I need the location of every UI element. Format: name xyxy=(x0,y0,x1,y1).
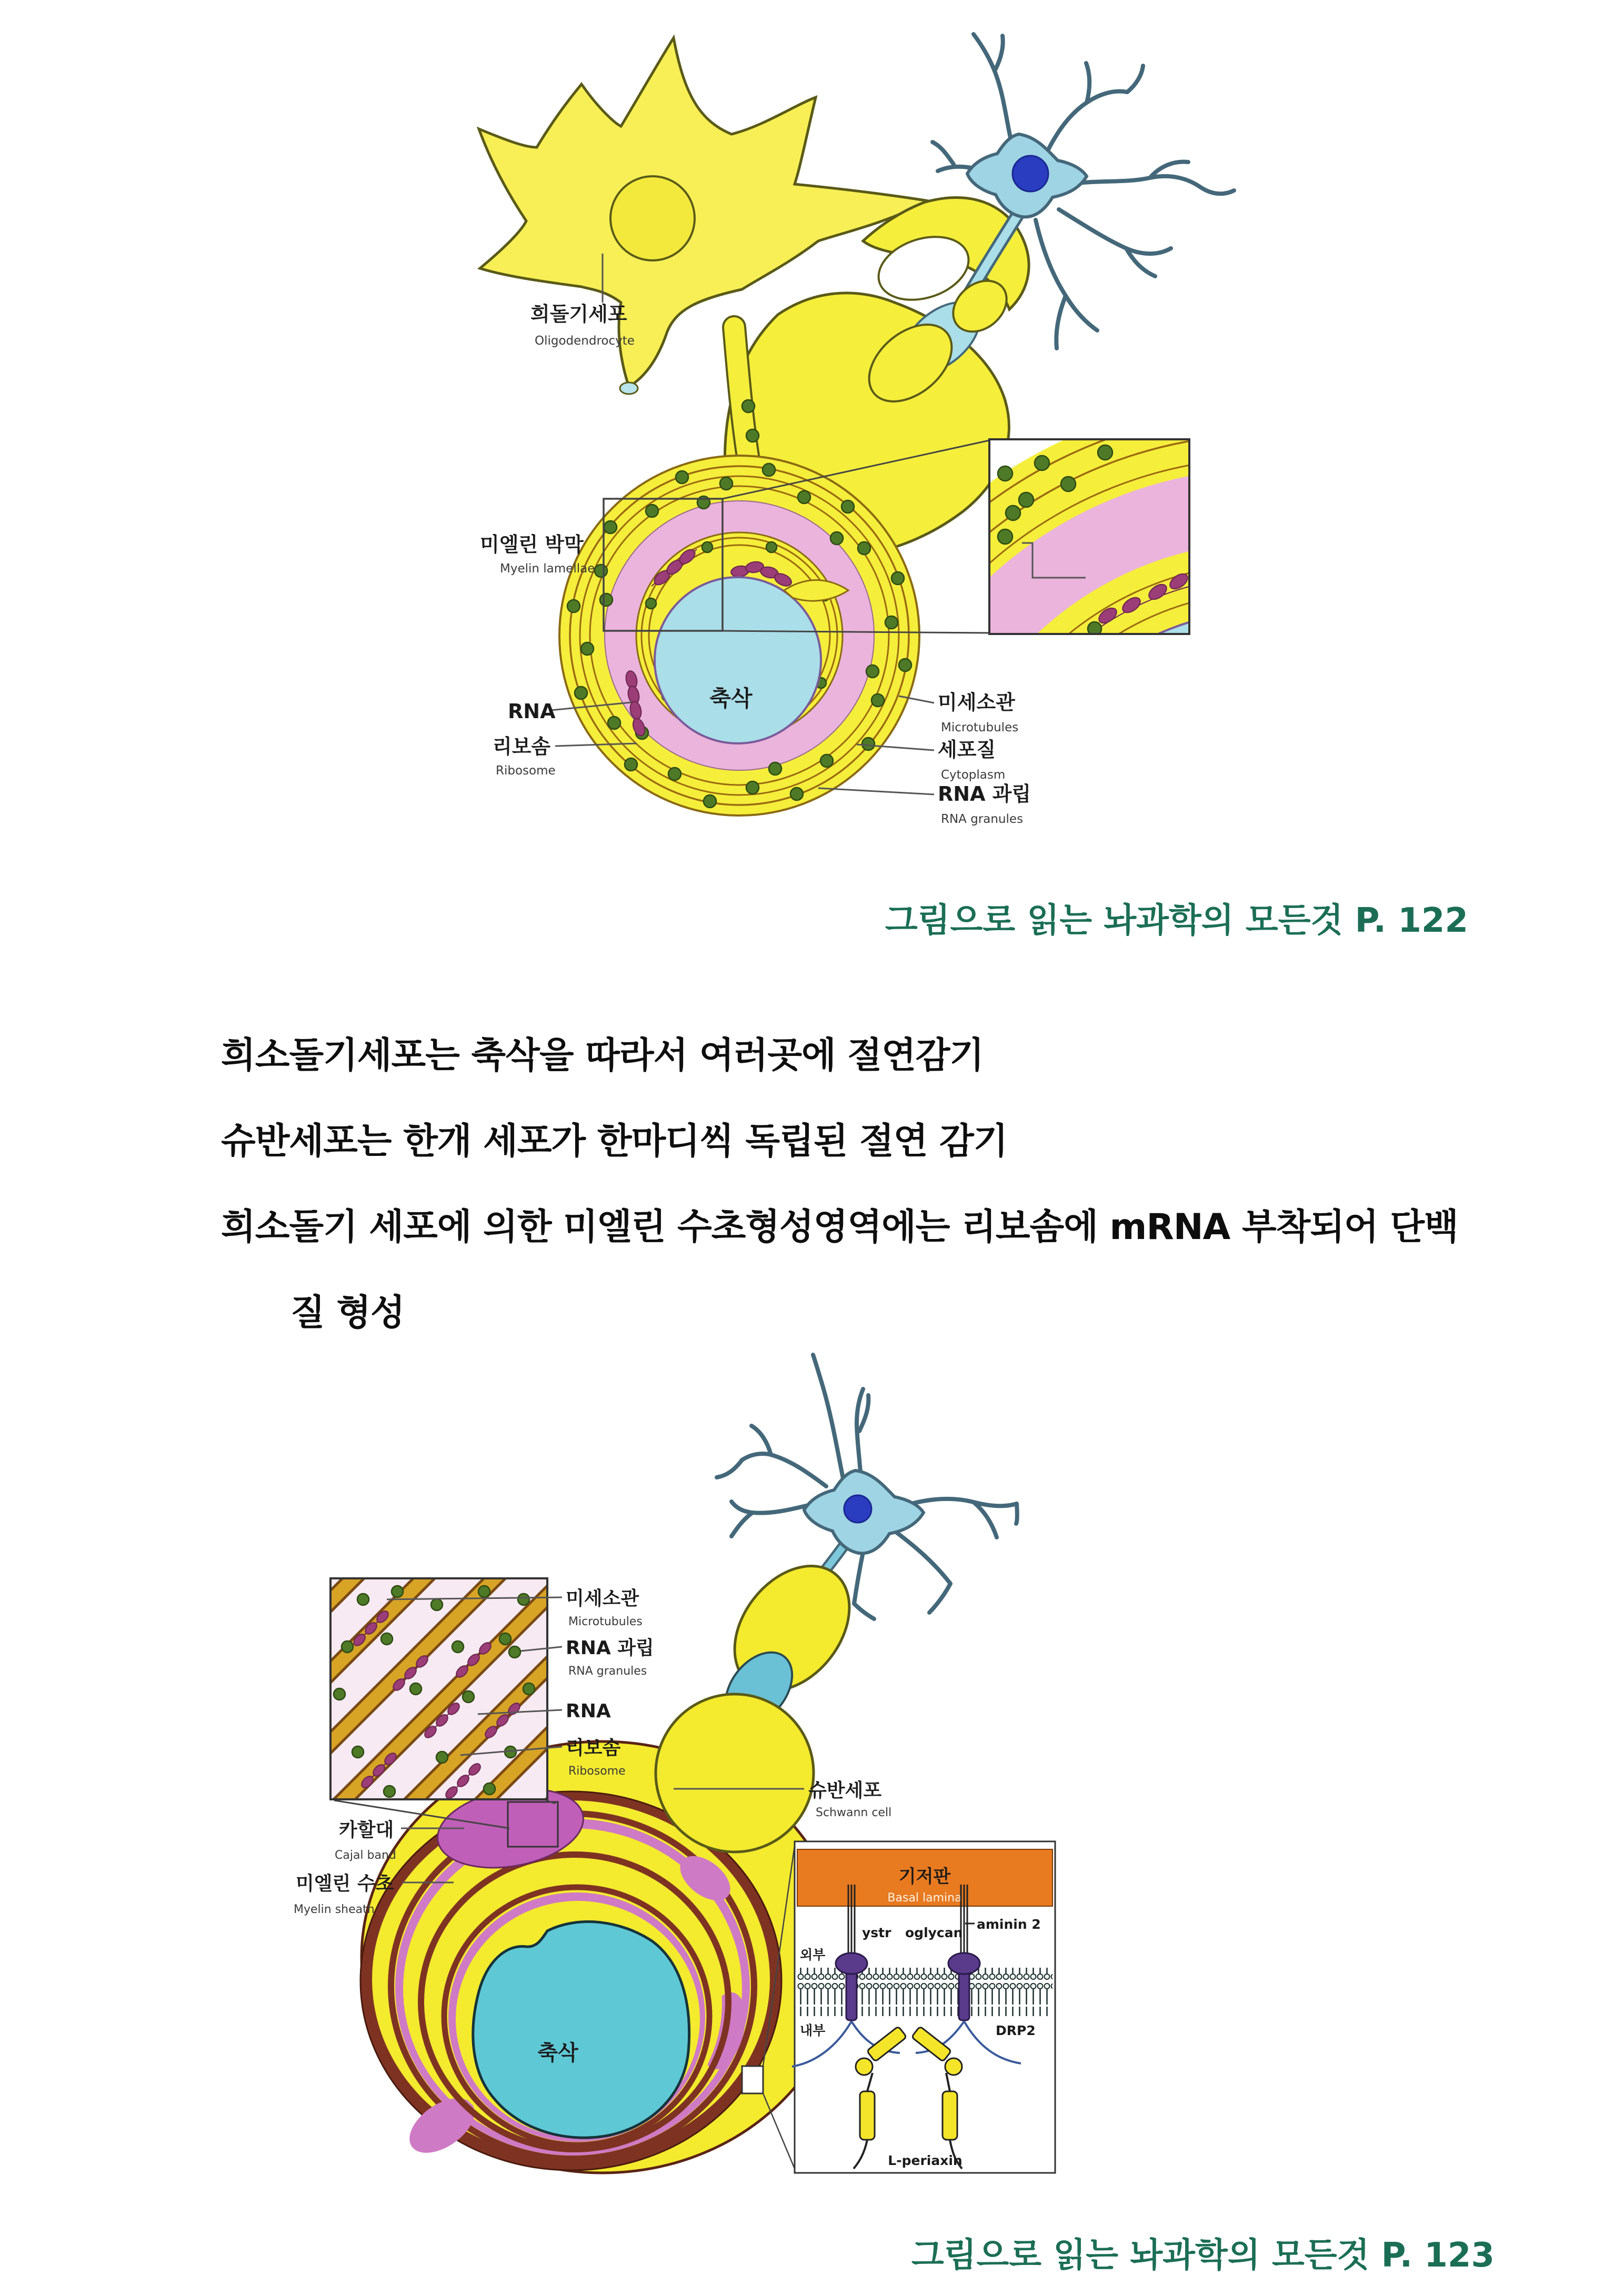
basal-lamina-label: 기저판 xyxy=(898,1866,951,1887)
svg-text:Cajal band: Cajal band xyxy=(335,1849,396,1862)
oligodendrocyte-label: 희돌기세포 xyxy=(530,303,627,326)
axon-core xyxy=(655,577,821,743)
myelin-sheath-label: 미엘린 수초 xyxy=(296,1873,394,1895)
microtubules-label: 미세소관 xyxy=(566,1588,639,1609)
source-caption-p123: 그림으로 읽는 놔과학의 모든것 P. 123 xyxy=(911,2236,1495,2275)
figure-oligodendrocyte-diagram xyxy=(447,16,1263,868)
dystroglycan-label-right: oglycan xyxy=(905,1925,963,1940)
figure-schwann-cell-diagram xyxy=(284,1352,1300,2194)
svg-text:RNA granules: RNA granules xyxy=(568,1665,647,1678)
myelin-lamellae-label: 미엘린 박막 xyxy=(480,533,584,556)
rna-granules-label: RNA 과립 xyxy=(938,782,1031,805)
note-line-3: 희소돌기 세포에 의한 미엘린 수초형성영역에는 리보솜에 mRNA 부착되어 단백 xyxy=(221,1206,1458,1248)
l-periaxin-label: L-periaxin xyxy=(888,2153,963,2168)
magnified-inset-stripes xyxy=(330,1578,555,1828)
microtubules-label: 미세소관 xyxy=(938,691,1015,714)
note-line-2: 슈반세포는 한개 세포가 한마디씩 독립된 절연 감기 xyxy=(221,1121,1008,1162)
inside-label: 내부 xyxy=(800,2023,826,2038)
rna-granules-label: RNA 과립 xyxy=(566,1637,654,1659)
svg-text:Oligodendrocyte: Oligodendrocyte xyxy=(535,334,635,348)
svg-text:Microtubules: Microtubules xyxy=(568,1615,643,1628)
laminin2-label: aminin 2 xyxy=(977,1917,1041,1932)
ribosome-label: 리보솜 xyxy=(493,735,551,758)
cytoplasm-label: 세포질 xyxy=(938,738,996,761)
neuron xyxy=(717,1355,1017,1619)
svg-text:Schwann cell: Schwann cell xyxy=(816,1806,892,1819)
source-caption-p122: 그림으로 읽는 놔과학의 모든것 P. 122 xyxy=(885,901,1468,940)
axon-cross-section xyxy=(559,456,919,815)
neuron-nucleus xyxy=(1013,156,1048,192)
svg-text:Cytoplasm: Cytoplasm xyxy=(941,768,1006,782)
note-line-1: 희소돌기세포는 축삭을 따라서 여러곳에 절연감기 xyxy=(221,1035,984,1076)
axon-label: 축삭 xyxy=(537,2041,578,2065)
svg-text:Myelin lamellae: Myelin lamellae xyxy=(500,562,595,576)
svg-text:Myelin sheath: Myelin sheath xyxy=(294,1903,375,1916)
cajal-band-label: 카할대 xyxy=(339,1819,394,1841)
svg-text:Basal lamina: Basal lamina xyxy=(887,1891,962,1905)
ribosome-label: 리보솜 xyxy=(566,1737,621,1759)
rna-label: RNA xyxy=(566,1700,611,1722)
rna-label: RNA xyxy=(508,700,556,723)
svg-text:Microtubules: Microtubules xyxy=(941,721,1019,734)
dystroglycan-label-left: ystr xyxy=(862,1925,891,1940)
axon-core xyxy=(473,1922,689,2138)
svg-text:Ribosome: Ribosome xyxy=(568,1765,626,1778)
outside-label: 외부 xyxy=(800,1947,826,1962)
neuron-nucleus xyxy=(844,1495,871,1523)
axon-label: 축삭 xyxy=(709,686,753,711)
oligodendrocyte-nucleus xyxy=(610,176,695,260)
schwann-cell-label: 슈반세포 xyxy=(808,1780,882,1801)
svg-text:RNA granules: RNA granules xyxy=(941,812,1024,826)
schwann-cell-body xyxy=(656,1694,814,1852)
note-line-4: 질 형성 xyxy=(290,1292,405,1334)
svg-text:Ribosome: Ribosome xyxy=(496,764,556,778)
drp2-label: DRP2 xyxy=(996,2023,1036,2038)
lipid-bilayer xyxy=(797,1968,1052,2016)
